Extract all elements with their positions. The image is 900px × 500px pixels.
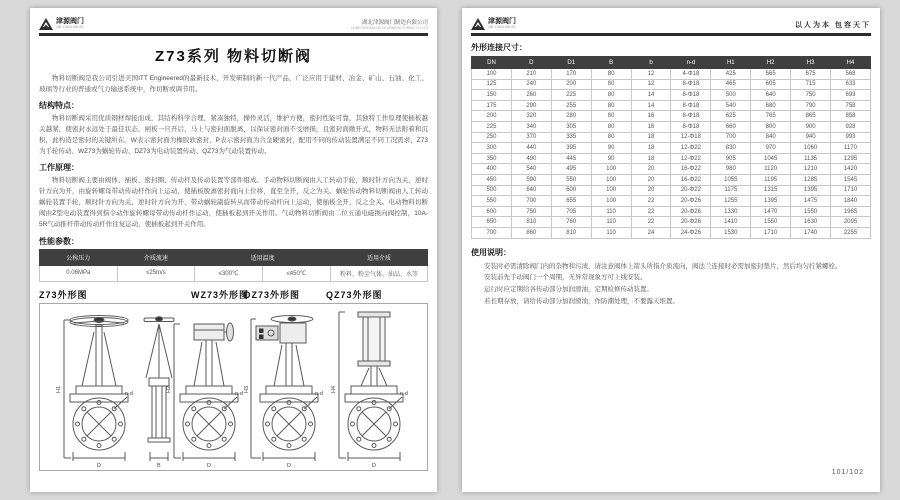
- diagram-label-row: [39, 288, 428, 301]
- table-cell: ≤300℃: [195, 265, 263, 281]
- table-row: [472, 111, 871, 122]
- table-cell: 700: [711, 132, 751, 143]
- table-cell: 1255: [711, 196, 751, 207]
- table-row: [472, 227, 871, 238]
- structure-paragraph: 物料切断阀采用优质钢材焊接而成，其结构科学合理，紧凑独特，操作灵活，维护方便，密封性能可靠，其独特工作原理使插板越关越紧，使密封永远处于最佳状态，闸板一旦开启，马上与密封面脱离，以保证密封面不受磨损，且密封面敞开式，物料无法附着和沉积，此构造是密封的关键所在。W表示密封面为橡胶软密封，P表示密封面为合金硬密封，配用不同的传动装置满足不同工况需求，Z73为手轮传动、WZ73为蜗轮传动、DZ73为电动装置传动、QZ73为气动装置传动。: [39, 115, 428, 156]
- table-cell: 993: [831, 132, 871, 143]
- table-cell: 790: [791, 100, 831, 111]
- table-row: [40, 265, 428, 281]
- table-cell: 16: [631, 121, 671, 132]
- table-cell: 200: [551, 79, 591, 90]
- table-cell: 24-Φ26: [671, 227, 711, 238]
- left-page-header: [39, 18, 428, 36]
- table-cell: 22: [631, 196, 671, 207]
- diagram-label-z73: Z73外形图: [39, 289, 88, 300]
- table-cell: 758: [831, 100, 871, 111]
- table-cell: 865: [791, 111, 831, 122]
- table-cell: 1550: [791, 206, 831, 217]
- dim-label-nd: n-d: [235, 390, 243, 397]
- table-cell: 970: [751, 143, 791, 154]
- column-header: n-d: [671, 57, 711, 69]
- table-cell: 565: [751, 69, 791, 80]
- table-cell: 8-Φ18: [671, 79, 711, 90]
- section-heading-structure: 结构特点：: [39, 101, 79, 111]
- table-cell: 14: [631, 100, 671, 111]
- table-cell: 425: [711, 69, 751, 80]
- table-cell: 1055: [711, 174, 751, 185]
- table-row: [472, 90, 871, 101]
- table-cell: 18: [631, 153, 671, 164]
- table-cell: 100: [591, 196, 631, 207]
- dimensions-table: [471, 56, 871, 239]
- table-cell: 680: [751, 100, 791, 111]
- table-cell: 900: [791, 121, 831, 132]
- table-cell: 370: [511, 132, 551, 143]
- page-title: Z73系列 物料切断阀: [154, 48, 312, 65]
- table-cell: 125: [472, 79, 512, 90]
- table-cell: 810: [551, 227, 591, 238]
- table-cell: 90: [591, 153, 631, 164]
- company-logo: [471, 18, 516, 30]
- column-header: 公称压力: [40, 249, 118, 265]
- table-cell: 1175: [711, 185, 751, 196]
- table-cell: 260: [511, 90, 551, 101]
- table-cell: 800: [751, 121, 791, 132]
- dim-label-d: D: [207, 462, 211, 468]
- column-header: 适用温度: [195, 249, 331, 265]
- column-header: 介质流速: [117, 249, 195, 265]
- table-cell: 1395: [791, 185, 831, 196]
- table-row: [472, 185, 871, 196]
- table-cell: 500: [711, 90, 751, 101]
- valve-drawing-dz73: [244, 308, 334, 468]
- table-cell: 1045: [751, 153, 791, 164]
- table-cell: 100: [472, 69, 512, 80]
- table-header-row: [40, 249, 428, 265]
- table-cell: 1195: [751, 174, 791, 185]
- table-cell: 700: [472, 227, 512, 238]
- column-header: 适用介质: [330, 249, 427, 265]
- table-cell: 1965: [831, 206, 871, 217]
- table-cell: 20-Φ26: [671, 206, 711, 217]
- logo-subtext: JIN YUAN VALVE: [56, 25, 84, 30]
- table-cell: 110: [591, 206, 631, 217]
- dimensions-heading: 外形连接尺寸：: [471, 43, 527, 52]
- table-cell: 700: [511, 196, 551, 207]
- dim-label-d: D: [97, 462, 101, 468]
- table-cell: 905: [711, 153, 751, 164]
- table-cell: 200: [472, 111, 512, 122]
- table-cell: 175: [472, 100, 512, 111]
- table-header-row: [472, 57, 871, 69]
- table-cell: 100: [591, 164, 631, 175]
- table-row: [472, 79, 871, 90]
- table-cell: 650: [472, 217, 512, 228]
- table-cell: 20-Φ26: [671, 217, 711, 228]
- table-cell: 840: [751, 132, 791, 143]
- table-cell: 625: [711, 111, 751, 122]
- table-cell: 600: [472, 206, 512, 217]
- dim-label-h2: H2: [166, 385, 172, 393]
- table-cell: 80: [591, 132, 631, 143]
- table-cell: 693: [831, 90, 871, 101]
- table-cell: 4-Φ18: [671, 69, 711, 80]
- table-cell: 450: [472, 174, 512, 185]
- table-cell: 305: [551, 121, 591, 132]
- table-cell: 1710: [751, 227, 791, 238]
- column-header: b: [631, 57, 671, 69]
- dim-label-h4: H4: [331, 385, 337, 393]
- table-cell: 210: [511, 69, 551, 80]
- table-cell: 8-Φ18: [671, 100, 711, 111]
- table-cell: 2255: [831, 227, 871, 238]
- table-cell: 1060: [791, 143, 831, 154]
- dim-label-h1: H1: [56, 385, 62, 393]
- table-cell: 1630: [791, 217, 831, 228]
- usage-paragraph: 安装时必需清除阀门内的杂物和污渍，请注意阀体上箭头所指介质流向，阀法兰连接时必需加密封垫片，然后均匀拧紧螺栓。: [484, 262, 842, 270]
- table-row: [472, 196, 871, 207]
- column-header: D1: [551, 57, 591, 69]
- table-cell: 1170: [831, 143, 871, 154]
- table-cell: 18: [631, 132, 671, 143]
- table-cell: 810: [511, 217, 551, 228]
- table-cell: 640: [511, 185, 551, 196]
- usage-paragraph: 安装前先手动阀门一个周期，无异常现象方可上线安装。: [484, 274, 647, 282]
- table-cell: 8-Φ18: [671, 90, 711, 101]
- table-cell: 12-Φ22: [671, 143, 711, 154]
- table-cell: 1545: [831, 174, 871, 185]
- table-cell: 605: [751, 79, 791, 90]
- table-cell: 490: [511, 153, 551, 164]
- intro-paragraph: 物料切断阀是我公司引进美国ITT Engineered的最新技术，开发研制的新一代产品，广泛应用于建材、冶金、矿山、石油、化工、玻璃等行业的普通或气力输送系统中，作切断或调节用。: [39, 75, 428, 94]
- dim-label-h3: H3: [244, 385, 250, 393]
- table-cell: 940: [791, 132, 831, 143]
- table-cell: 655: [551, 196, 591, 207]
- table-cell: 1530: [711, 227, 751, 238]
- table-row: [472, 132, 871, 143]
- table-cell: 1120: [751, 164, 791, 175]
- table-cell: 16-Φ22: [671, 174, 711, 185]
- table-cell: 1395: [751, 196, 791, 207]
- logo-text: 津源阀门: [488, 18, 516, 26]
- mountain-logo-icon: [39, 18, 53, 30]
- table-cell: 12-Φ18: [671, 132, 711, 143]
- table-cell: 660: [711, 121, 751, 132]
- table-cell: 715: [791, 79, 831, 90]
- logo-text: 津源阀门: [56, 18, 84, 26]
- table-cell: ≤450℃: [263, 265, 331, 281]
- dim-label-d: D: [372, 462, 376, 468]
- table-cell: 340: [511, 121, 551, 132]
- table-cell: 290: [511, 100, 551, 111]
- table-cell: 765: [751, 111, 791, 122]
- table-cell: 750: [511, 206, 551, 217]
- table-cell: 750: [791, 90, 831, 101]
- table-cell: 80: [591, 79, 631, 90]
- table-cell: 20: [631, 164, 671, 175]
- table-cell: 80: [591, 90, 631, 101]
- table-cell: 8-Φ18: [671, 111, 711, 122]
- table-cell: 80: [591, 111, 631, 122]
- performance-table: [39, 249, 428, 282]
- table-cell: 860: [511, 227, 551, 238]
- table-cell: 320: [511, 111, 551, 122]
- table-cell: 225: [551, 90, 591, 101]
- left-page: [30, 8, 437, 492]
- outline-drawings-panel: [39, 303, 428, 471]
- table-cell: 568: [831, 69, 871, 80]
- column-header: D: [511, 57, 551, 69]
- table-cell: 24: [631, 227, 671, 238]
- company-name-block: [351, 20, 428, 30]
- table-cell: 粉料、粉尘气体、油品、水等: [330, 265, 427, 281]
- table-cell: 465: [711, 79, 751, 90]
- table-row: [472, 206, 871, 217]
- table-cell: 150: [472, 90, 512, 101]
- table-cell: 1550: [751, 217, 791, 228]
- table-cell: 1710: [831, 185, 871, 196]
- table-cell: 335: [551, 132, 591, 143]
- table-row: [472, 174, 871, 185]
- dim-label-b: B: [157, 462, 161, 468]
- diagram-label-wz73: WZ73外形图: [191, 289, 250, 300]
- dim-label-d: D: [287, 462, 291, 468]
- section-heading-principle: 工作原理：: [39, 163, 79, 173]
- table-cell: 1420: [831, 164, 871, 175]
- table-cell: 400: [472, 164, 512, 175]
- table-cell: 0.06MPa: [40, 265, 118, 281]
- table-cell: 675: [791, 69, 831, 80]
- table-cell: 90: [591, 143, 631, 154]
- company-slogan: 以人为本 包容天下: [795, 22, 871, 29]
- table-cell: 1470: [751, 206, 791, 217]
- table-cell: 590: [511, 174, 551, 185]
- table-cell: 928: [831, 121, 871, 132]
- table-row: [472, 69, 871, 80]
- company-name: 湖北津源阀门制造有限公司: [361, 19, 428, 26]
- table-cell: 1285: [791, 174, 831, 185]
- page-number: 101/102: [831, 469, 864, 476]
- table-cell: 1840: [831, 196, 871, 207]
- table-cell: 1475: [791, 196, 831, 207]
- table-cell: 20-Φ22: [671, 185, 711, 196]
- table-cell: 550: [472, 196, 512, 207]
- table-cell: 20: [631, 185, 671, 196]
- column-header: DN: [472, 57, 512, 69]
- table-row: [472, 143, 871, 154]
- mountain-logo-icon: [471, 18, 485, 30]
- diagram-label-dz73: DZ73外形图: [244, 289, 301, 300]
- table-cell: 1295: [831, 153, 871, 164]
- table-cell: 80: [591, 69, 631, 80]
- table-cell: 350: [472, 153, 512, 164]
- table-cell: 12: [631, 69, 671, 80]
- usage-paragraph: 若长期存放，请给传动部分加润滑油，作防潮处理，不要露天堆置。: [484, 297, 679, 305]
- table-cell: 440: [511, 143, 551, 154]
- table-cell: 8-Φ18: [671, 121, 711, 132]
- table-cell: 633: [831, 79, 871, 90]
- table-cell: 240: [511, 79, 551, 90]
- table-cell: 255: [551, 100, 591, 111]
- table-cell: 100: [591, 174, 631, 185]
- table-cell: 12: [631, 79, 671, 90]
- table-cell: ≤25m/s: [117, 265, 195, 281]
- valve-drawing-wz73: [164, 308, 254, 468]
- table-cell: 2095: [831, 217, 871, 228]
- table-cell: 300: [472, 143, 512, 154]
- right-page: [462, 8, 880, 492]
- table-cell: 705: [551, 206, 591, 217]
- table-cell: 225: [472, 121, 512, 132]
- table-cell: 22: [631, 206, 671, 217]
- valve-drawing-z73-front: [54, 308, 144, 468]
- dim-label-nd: n-d: [125, 390, 133, 397]
- table-row: [472, 217, 871, 228]
- table-row: [472, 153, 871, 164]
- table-cell: 80: [591, 121, 631, 132]
- table-cell: 445: [551, 153, 591, 164]
- table-cell: 20-Φ26: [671, 196, 711, 207]
- table-cell: 495: [551, 164, 591, 175]
- usage-heading: 使用说明：: [471, 247, 511, 257]
- valve-drawing-qz73: [329, 308, 419, 468]
- table-cell: 1330: [711, 206, 751, 217]
- usage-paragraph: 运行时应定期给各传动部分加润滑油，定期检修传动装置。: [484, 285, 653, 293]
- logo-subtext: JIN YUAN VALVE: [488, 25, 516, 30]
- table-cell: 16: [631, 111, 671, 122]
- table-cell: 170: [551, 69, 591, 80]
- table-cell: 550: [551, 174, 591, 185]
- table-cell: 395: [551, 143, 591, 154]
- principle-paragraph: 物料切断阀主要由阀体、插板、密封圈、传动杆及传动装置等部件组成。手动物料切断阀由人工转动手轮，顺时针方向为关，逆时针方向为开，由旋转螺母带动传动杆作向上运动，使插板脱离密封面向上位移，直至全开，反之为关。蜗轮传动物料切断阀由人工转动蜗轮装置手轮，顺时针方向为关，逆时针方向为开，带动蜗轮副旋转从而带动传动杆向上运动，使插板全开，反之全关。电动物料切断阀由Z型电动装置得到指令动作旋转螺母带动传动杆作运动，使插板起到开关作用。气动物料切断阀由二位五通电磁换向阀控制，10A-5R气动推杆带动传动杆作往复运动，使插板起到开关作用。: [39, 177, 428, 229]
- table-cell: 250: [472, 132, 512, 143]
- table-cell: 16-Φ22: [671, 164, 711, 175]
- table-row: [472, 164, 871, 175]
- table-cell: 110: [591, 227, 631, 238]
- table-cell: 280: [551, 111, 591, 122]
- column-header: B: [591, 57, 631, 69]
- column-header: H2: [751, 57, 791, 69]
- table-cell: 540: [511, 164, 551, 175]
- table-cell: 540: [711, 100, 751, 111]
- table-cell: 640: [751, 90, 791, 101]
- table-cell: 14: [631, 90, 671, 101]
- table-row: [472, 100, 871, 111]
- column-header: H4: [831, 57, 871, 69]
- table-cell: 830: [711, 143, 751, 154]
- column-header: H3: [791, 57, 831, 69]
- table-cell: 1410: [711, 217, 751, 228]
- table-cell: 1135: [791, 153, 831, 164]
- table-cell: 100: [591, 185, 631, 196]
- table-cell: 12-Φ22: [671, 153, 711, 164]
- company-logo: [39, 18, 84, 30]
- table-cell: 858: [831, 111, 871, 122]
- table-cell: 760: [551, 217, 591, 228]
- right-page-header: [471, 18, 871, 36]
- table-cell: 1315: [751, 185, 791, 196]
- table-cell: 20: [631, 174, 671, 185]
- dim-label-nd: n-d: [315, 390, 323, 397]
- table-cell: 1740: [791, 227, 831, 238]
- table-cell: 1210: [791, 164, 831, 175]
- diagram-label-qz73: QZ73外形图: [326, 289, 383, 300]
- column-header: H1: [711, 57, 751, 69]
- table-cell: 600: [551, 185, 591, 196]
- table-cell: 110: [591, 217, 631, 228]
- dim-label-nd: n-d: [400, 390, 408, 397]
- company-name-english: HUBEI JINYUAN VALVE MANUFACTURING CO.,LTD: [351, 25, 428, 30]
- table-cell: 18: [631, 143, 671, 154]
- section-heading-performance: 性能参数：: [39, 236, 79, 246]
- table-cell: 500: [472, 185, 512, 196]
- table-row: [472, 121, 871, 132]
- table-cell: 22: [631, 217, 671, 228]
- table-cell: 80: [591, 100, 631, 111]
- table-cell: 980: [711, 164, 751, 175]
